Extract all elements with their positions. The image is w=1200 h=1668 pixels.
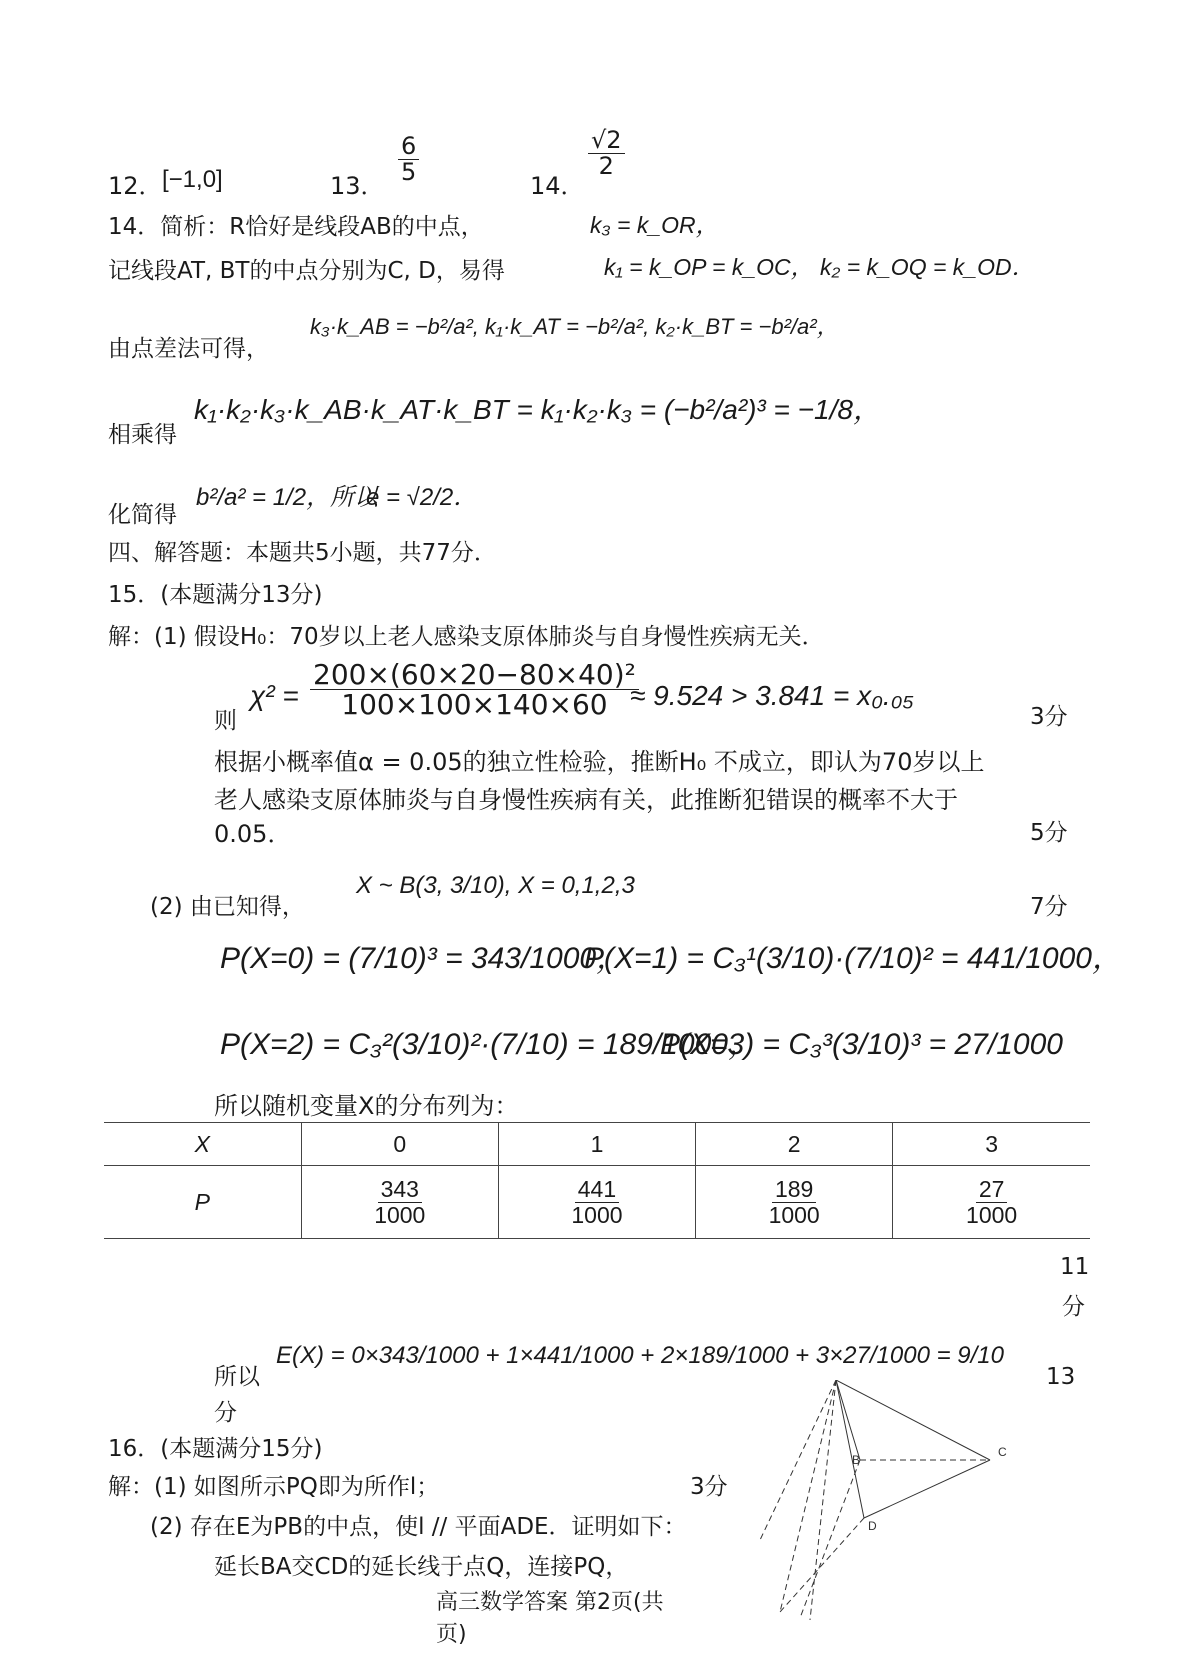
q13-label: 13． [330, 172, 385, 200]
table-cell-x0: 0 [301, 1123, 498, 1166]
distribution-table [104, 1122, 1090, 1239]
table-cell-x2: 2 [696, 1123, 893, 1166]
q15-prob-x0: P(X=0) = (7/10)³ = 343/1000， [220, 942, 627, 975]
table-p2-num: 189 [772, 1177, 816, 1202]
q15-ex-score: 13 [1046, 1364, 1076, 1390]
q15-table-score-1: 11 [1060, 1254, 1090, 1280]
q15-chi-fraction [310, 660, 639, 720]
q14-analysis-line3-math: k₃·k_AB = −b²/a², k₁·k_AT = −b²/a², k₂·k_BT = −b²/a²， [310, 314, 839, 339]
q13-denominator: 5 [401, 158, 417, 187]
table-row-p [104, 1166, 1090, 1239]
figure-label-c: C [998, 1445, 1007, 1459]
table-cell-p3 [893, 1166, 1090, 1239]
q15-conclusion-line2: 老人感染支原体肺炎与自身慢性疾病有关，此推断犯错误的概率不大于 [214, 786, 958, 814]
q15-part1-intro: 解：(1) 假设H₀：70岁以上老人感染支原体肺炎与自身慢性疾病无关． [108, 624, 825, 650]
table-p0-num: 343 [378, 1177, 422, 1202]
q14-fraction [588, 128, 625, 179]
q14-analysis-line5-label: 化简得 [108, 502, 177, 528]
footer-line1: 高三数学答案 第2页(共 [436, 1590, 664, 1615]
q15-ex-math: E(X) = 0×343/1000 + 1×441/1000 + 2×189/1000 + 3×27/1000 = 9/10 [276, 1342, 1004, 1369]
q16-part1-score: 3分 [690, 1474, 728, 1500]
q15-part2-intro: (2) 由已知得， [150, 894, 305, 920]
footer-line2: 页) [436, 1622, 467, 1647]
q15-chi-rhs: ≈ 9.524 > 3.841 = x₀.₀₅ [630, 680, 914, 711]
table-p1-num: 441 [575, 1177, 619, 1202]
q14-analysis-line2-math: k₁ = k_OP = k_OC， k₂ = k_OQ = k_OD． [604, 254, 1035, 280]
q14-analysis-line1-math: k₃ = k_OR， [590, 212, 719, 238]
q15-chi-numerator: 200×(60×20−80×40)² [310, 660, 639, 690]
q14-analysis-line5-math1: b²/a² = 1/2，所以 [196, 484, 379, 511]
q15-table-score-2: 分 [1062, 1294, 1085, 1320]
q13-fraction [398, 134, 419, 185]
q16-part2: (2) 存在E为PB的中点，使l // 平面ADE．证明如下： [150, 1514, 687, 1540]
q14-analysis-line4-math: k₁·k₂·k₃·k_AB·k_AT·k_BT = k₁·k₂·k₃ = (−b²/a²)³ = −1/8， [194, 394, 881, 425]
q15-prob-x3: P(X=3) = C₃³(3/10)³ = 27/1000 [660, 1028, 1063, 1061]
q15-part2-math: X ~ B(3, 3/10), X = 0,1,2,3 [356, 872, 635, 899]
table-p2-den: 1000 [768, 1201, 820, 1228]
q15-ex-score-2: 分 [214, 1400, 237, 1426]
table-p0-den: 1000 [374, 1201, 426, 1228]
q15-prob-x2: P(X=2) = C₃²(3/10)²·(7/10) = 189/1000， [220, 1028, 758, 1061]
q15-conclusion-line1: 根据小概率值α = 0.05的独立性检验，推断H₀ 不成立，即认为70岁以上 [214, 748, 985, 776]
q14-analysis-line4-label: 相乘得 [108, 422, 177, 448]
q15-part2-score: 7分 [1030, 894, 1068, 920]
table-row-x [104, 1123, 1090, 1166]
q12-value: [−1,0] [162, 166, 223, 193]
q16-part1: 解：(1) 如图所示PQ即为所作l； [108, 1474, 440, 1500]
table-cell-p2 [696, 1166, 893, 1239]
table-p1-den: 1000 [571, 1201, 623, 1228]
table-cell-p1 [498, 1166, 695, 1239]
section-four-heading: 四、解答题：本题共5小题，共77分． [108, 540, 497, 566]
q14-label: 14． [530, 172, 585, 200]
q15-chi-score: 3分 [1030, 704, 1068, 730]
q15-conclusion-line3: 0.05． [214, 820, 292, 848]
q15-chi-lhs: χ² = [250, 680, 299, 711]
figure-label-b: B [852, 1453, 861, 1467]
table-cell-x1: 1 [498, 1123, 695, 1166]
table-p3-num: 27 [976, 1177, 1008, 1202]
table-cell-p0 [301, 1166, 498, 1239]
q15-ex-prefix: 所以 [214, 1364, 260, 1390]
q14-analysis-line5-math2: e = √2/2． [366, 484, 478, 511]
q16-part2-line2: 延长BA交CD的延长线于点Q，连接PQ， [214, 1554, 629, 1580]
q14-analysis-line2: 记线段AT, BT的中点分别为C, D，易得 [108, 258, 505, 284]
q15-chi-prefix: 则 [214, 708, 237, 734]
q14-numerator: √2 [588, 128, 625, 154]
pyramid-figure [760, 1380, 1020, 1640]
q16-title: 16．(本题满分15分) [108, 1436, 323, 1462]
q14-denominator: 2 [598, 152, 614, 181]
q15-conclusion-score: 5分 [1030, 820, 1068, 846]
q15-title: 15．(本题满分13分) [108, 582, 323, 608]
table-cell-x3: 3 [893, 1123, 1090, 1166]
table-header-x: X [104, 1123, 301, 1166]
table-header-p: P [104, 1166, 301, 1239]
q13-numerator: 6 [398, 134, 419, 160]
figure-label-d: D [868, 1519, 877, 1533]
q14-analysis-line1: 14．简析：R恰好是线段AB的中点， [108, 214, 484, 240]
q12-label: 12． [108, 172, 163, 200]
q14-analysis-line3-label: 由点差法可得， [108, 336, 269, 362]
table-p3-den: 1000 [966, 1201, 1018, 1228]
q15-chi-denominator: 100×100×140×60 [341, 688, 608, 722]
q15-prob-x1: P(X=1) = C₃¹(3/10)·(7/10)² = 441/1000， [584, 942, 1122, 975]
q15-dist-intro: 所以随机变量X的分布列为： [214, 1092, 519, 1120]
